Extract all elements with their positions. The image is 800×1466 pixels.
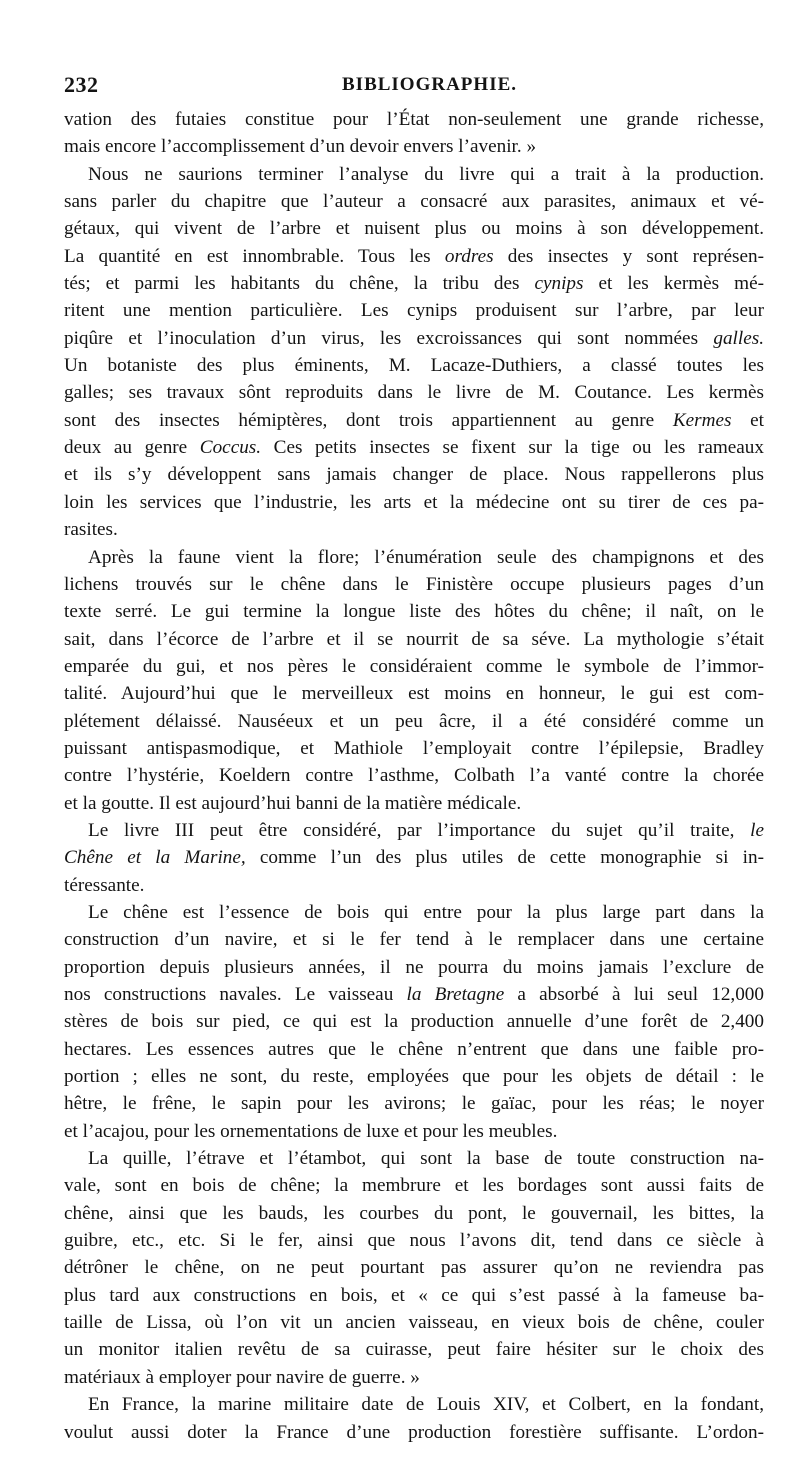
text-run: piqûre et l’inoculation d’un virus, les excroissances qui sont nommées (64, 327, 714, 349)
text-line (64, 899, 764, 926)
text-run: matériaux à employer pour navire de guerre. » (64, 1366, 420, 1388)
text-run: loin les services que l’industrie, les arts et la médecine ont su tirer de ces pa- (64, 491, 764, 513)
italic-text: cynips (534, 273, 584, 295)
text-run: stères de bois sur pied, ce qui est la production annuelle d’une forêt de 2,400 (64, 1011, 764, 1033)
text-line (64, 1391, 764, 1418)
text-line (64, 680, 764, 707)
text-line (64, 188, 764, 215)
text-run: hectares. Les essences autres que le chêne n’entrent que dans une faible pro- (64, 1038, 764, 1060)
text-run: nos constructions navales. Le vaisseau (64, 984, 407, 1005)
text-run: gétaux, qui vivent de l’arbre et nuisent plus ou moins à son développement. (64, 218, 764, 240)
text-line (64, 133, 764, 160)
text-run: mais encore l’accomplissement d’un devoir envers l’avenir. » (64, 136, 537, 158)
text-run: galles; ses travaux sônt reproduits dans le livre de M. Coutance. Les kermès (64, 382, 764, 404)
text-run: rasites. (64, 519, 118, 541)
text-line (64, 297, 764, 324)
text-run: plétement délaissé. Nauséeux et un peu âcre, il a été considéré comme un (64, 710, 764, 732)
text-run: et la goutte. Il est aujourd’hui banni de la matière médicale. (64, 792, 522, 814)
text-line (64, 516, 764, 543)
text-line (64, 1036, 764, 1063)
text-run: Après la faune vient la flore; l’énumération seule des champignons et des (88, 546, 764, 568)
page-number: 232 (64, 72, 99, 97)
body-text (64, 106, 764, 1446)
running-title: BIBLIOGRAPHIE. (342, 74, 518, 95)
text-run: sans parler du chapitre que l’auteur a consacré aux parasites, animaux et vé- (64, 191, 764, 213)
text-line (64, 1364, 764, 1391)
text-run: et ils s’y développent sans jamais changer de place. Nous rappellerons plus (64, 464, 764, 486)
text-run: sont des insectes hémiptères, dont trois appartiennent au genre (64, 409, 673, 431)
text-run: plus tard aux constructions en bois, et « ce qui s’est passé à la fameuse ba- (64, 1284, 764, 1306)
text-line (64, 1254, 764, 1281)
text-run: deux au genre (64, 437, 200, 459)
text-run: chêne, ainsi que les bauds, les courbes du pont, le gouvernail, les bittes, la (64, 1202, 764, 1224)
text-run: et (731, 409, 764, 431)
italic-text: ordres (444, 245, 494, 267)
text-line (64, 1336, 764, 1363)
text-line (64, 708, 764, 735)
text-run: taille de Lissa, où l’on vit un ancien vaisseau, en vieux bois de chêne, couler (64, 1312, 764, 1334)
text-line (64, 1172, 764, 1199)
text-line (64, 926, 764, 953)
text-run: et l’acajou, pour les ornementations de luxe et pour les meubles. (64, 1120, 558, 1142)
text-run: contre l’hystérie, Koeldern contre l’asthme, Colbath l’a vanté contre la chorée (64, 765, 764, 787)
text-line (64, 215, 764, 242)
text-run: a absorbé à lui seul 12,000 (504, 984, 764, 1005)
text-run: Nous ne saurions terminer l’analyse du livre qui a trait à la production. (88, 163, 764, 185)
text-line (64, 1145, 764, 1172)
text-line (64, 270, 764, 297)
text-run: Le chêne est l’essence de bois qui entre pour la plus large part dans la (88, 901, 764, 923)
text-line (64, 243, 764, 270)
italic-text: Kermes (672, 409, 732, 431)
text-line (64, 1090, 764, 1117)
italic-text: le (750, 819, 764, 841)
text-run: détrôner le chêne, on ne peut pourtant pas assurer qu’on ne reviendra pas (64, 1257, 764, 1279)
text-line (64, 106, 764, 133)
text-line (64, 352, 764, 379)
text-line (64, 762, 764, 789)
text-line (64, 1200, 764, 1227)
text-run: portion ; elles ne sont, du reste, employées que pour les objets de détail : le (64, 1066, 764, 1088)
italic-text: Coccus. (199, 437, 262, 459)
text-line (64, 379, 764, 406)
text-line (64, 790, 764, 817)
text-run: un monitor italien revêtu de sa cuirasse, peut faire hésiter sur le choix des (64, 1339, 764, 1361)
text-run: talité. Aujourd’hui que le merveilleux est moins en honneur, le gui est com- (64, 683, 764, 705)
text-run: téressante. (64, 874, 145, 896)
text-line (64, 844, 764, 871)
text-line (64, 1282, 764, 1309)
text-line (64, 571, 764, 598)
text-run: Un botaniste des plus éminents, M. Lacaze-Duthiers, a classé toutes les (64, 355, 764, 377)
text-run: proportion depuis plusieurs années, il ne pourra du moins jamais l’exclure de (64, 956, 764, 978)
text-run: vale, sont en bois de chêne; la membrure et les bordages sont aussi faits de (64, 1175, 764, 1197)
text-line (64, 653, 764, 680)
text-line (64, 544, 764, 571)
text-run: sait, dans l’écorce de l’arbre et il se nourrit de sa séve. La mythologie s’était (64, 628, 764, 650)
text-line (64, 1227, 764, 1254)
italic-text: galles. (713, 327, 764, 349)
text-run: des insectes y sont représen- (493, 245, 764, 267)
text-line (64, 434, 764, 461)
text-run: emparée du gui, et nos pères le considéraient comme le symbole de l’immor- (64, 655, 764, 677)
text-run: puissant antispasmodique, et Mathiole l’employait contre l’épilepsie, Bradley (64, 737, 764, 759)
italic-text: Chêne et la Marine, (64, 847, 246, 869)
text-run: tés; et parmi les habitants du chêne, la tribu des (64, 273, 535, 295)
text-line (64, 461, 764, 488)
text-run: En France, la marine militaire date de Louis XIV, et Colbert, en la fondant, (88, 1394, 764, 1416)
text-run: et les kermès mé- (583, 273, 764, 295)
text-line (64, 161, 764, 188)
text-line (64, 817, 764, 844)
text-run: construction d’un navire, et si le fer tend à le remplacer dans une certaine (64, 929, 764, 951)
text-line (64, 872, 764, 899)
text-line (64, 1063, 764, 1090)
text-line (64, 407, 764, 434)
text-line (64, 1008, 764, 1035)
text-run: voulut aussi doter la France d’une production forestière suffisante. L’ordon- (64, 1421, 764, 1443)
text-line (64, 626, 764, 653)
text-run: Le livre III peut être considéré, par l’importance du sujet qu’il traite, (88, 819, 751, 841)
text-line (64, 981, 764, 1008)
text-run: vation des futaies constitue pour l’État non-seulement une grande richesse, (64, 109, 764, 130)
text-run: La quantité en est innombrable. Tous les (64, 245, 445, 267)
text-line (64, 489, 764, 516)
text-line (64, 1419, 764, 1446)
text-line (64, 1309, 764, 1336)
text-run: hêtre, le frêne, le sapin pour les avirons; le gaïac, pour les réas; le noyer (64, 1093, 764, 1115)
text-line (64, 954, 764, 981)
text-run: lichens trouvés sur le chêne dans le Finistère occupe plusieurs pages d’un (64, 573, 764, 595)
text-run: ritent une mention particulière. Les cynips produisent sur l’arbre, par leur (64, 300, 764, 322)
text-line (64, 325, 764, 352)
text-run: La quille, l’étrave et l’étambot, qui sont la base de toute construction na- (88, 1148, 764, 1170)
text-run: guibre, etc., etc. Si le fer, ainsi que nous l’avons dit, tend dans ce siècle à (64, 1230, 764, 1252)
text-line (64, 735, 764, 762)
text-run: texte serré. Le gui termine la longue liste des hôtes du chêne; il naît, on le (64, 601, 764, 623)
italic-text: la Bretagne (406, 984, 505, 1005)
page-header (64, 70, 764, 106)
text-run: comme l’un des plus utiles de cette monographie si in- (245, 847, 764, 869)
text-line (64, 1118, 764, 1145)
text-line (64, 598, 764, 625)
text-run: Ces petits insectes se fixent sur la tige ou les rameaux (261, 437, 764, 459)
